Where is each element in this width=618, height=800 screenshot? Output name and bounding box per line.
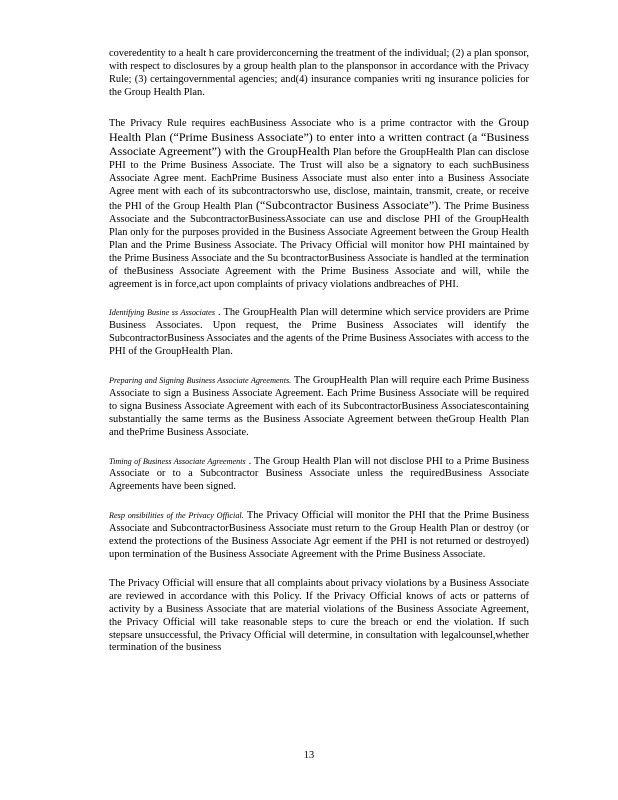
paragraph-2-segment: The Prime Business Associate and the SubcontractorBusinessAssociate can use and disclose PHI of the GroupHealth Plan only for the purposes provided in the Business Associate Agreement between the Group Health Plan and the Prime Business Associate. The Privacy Official will monitor how PHI maintained by the Prime Business Associate and the Su bcontractorBusiness Associate is handled at the termination of theBusiness Associate Agreement with the Prime Business Associate and will, while the agreement is in force,act upon complaints of privacy violations andbreaches of PHI.: [109, 201, 530, 290]
page-number: 13: [303, 750, 315, 761]
paragraph-1: coveredentity to a healt h care providerconcerning the treatment of the individual; (2) a plan sponsor, with respect to disclosures by a group health plan to the plansponsor in accordance with the Privacy Rule; (3) certaingovernmental agencies; and(4) insurance companies writi ng insurance policies for the Group Health Plan.: [109, 48, 529, 98]
paragraph-body: The GroupHealth Plan will require each Prime Business Associate to sign a Business Associate Agreement. Each Prime Business Associate will be required to signa Business Associate Agreement with each of its SubcontractorBusiness Associatescontaining substantially the same terms as the Business Associate Agreement between theGroup Health Plan and thePrime Business Associate.: [109, 375, 529, 438]
subsection-heading: Preparing and Signing Business Associate Agreements.: [109, 376, 292, 386]
paragraph-privacy-official-responsibilities: [109, 510, 529, 562]
paragraph-body: . The GroupHealth Plan will determine which service providers are Prime Business Associates. Upon request, the Prime Business Associates will identify the SubcontractorBusiness Associates and the agents of the Prime Business Associates with access to the PHI of the GroupHealth Plan.: [109, 307, 529, 358]
paragraph-complaints: The Privacy Official will ensure that all complaints about privacy violations by a Business Associate are reviewed in accordance with this Policy. If the Privacy Official knows of acts or patterns of activity by a Business Associate that are material violations of the Business Associate Agreement, the Privacy Official will take reasonable steps to cure the breach or end the violation. If such stepsare unsuccessful, the Privacy Official will determine, in consultation with legalcounsel,whether termination of the business: [109, 577, 529, 654]
subsection-heading: Identifying Busine ss Associates: [109, 308, 216, 318]
paragraph-2-prime-business-associate: [109, 116, 529, 292]
paragraph-body: The Privacy Official will monitor the PHI that the Prime Business Associate and SubcontractorBusiness Associate must return to the Group Health Plan or destroy (or extend the protections of the Business Associate Agr eement if the PHI is not returned or destroyed) upon termination of the Business Associate Agreement with the Prime Business Associate.: [109, 510, 529, 560]
paragraph-2-segment: The Privacy Rule requires eachBusiness Associate who is a prime contractor with the: [109, 117, 499, 129]
paragraph-timing-of-agreements: [109, 456, 529, 495]
paragraph-2-emphasis: Group Health Plan (“Prime Business Associate”) to enter into a written contract (a “Business Associate Agreement”) with the GroupHealth: [109, 114, 529, 159]
subsection-heading: Resp onsibilities of the Privacy Official.: [109, 511, 244, 521]
paragraph-2-segment: Plan before the GroupHealth Plan can disclose PHI to the Prime Business Associate. The Trust will also be a signatory to each suchBusiness Associate Agree ment. EachPrime Business Associate must also enter into a Business Associate Agree ment with each of its subcontractorswho use, disclose, maintain, transmit, create, or receive the PHI of the Group Health Plan: [109, 147, 530, 213]
document-body: [109, 48, 529, 671]
paragraph-preparing-agreements: [109, 375, 529, 440]
paragraph-identifying-business-associates: [109, 307, 529, 359]
paragraph-2-emphasis: (“Subcontractor Business Associate”).: [256, 198, 442, 213]
paragraph-body: . The Group Health Plan will not disclose PHI to a Prime Business Associate or to a Subcontractor Business Associate unless the requiredBusiness Associate Agreements have been signed.: [109, 455, 529, 493]
subsection-heading: Timing of Business Associate Agreements: [109, 456, 246, 466]
